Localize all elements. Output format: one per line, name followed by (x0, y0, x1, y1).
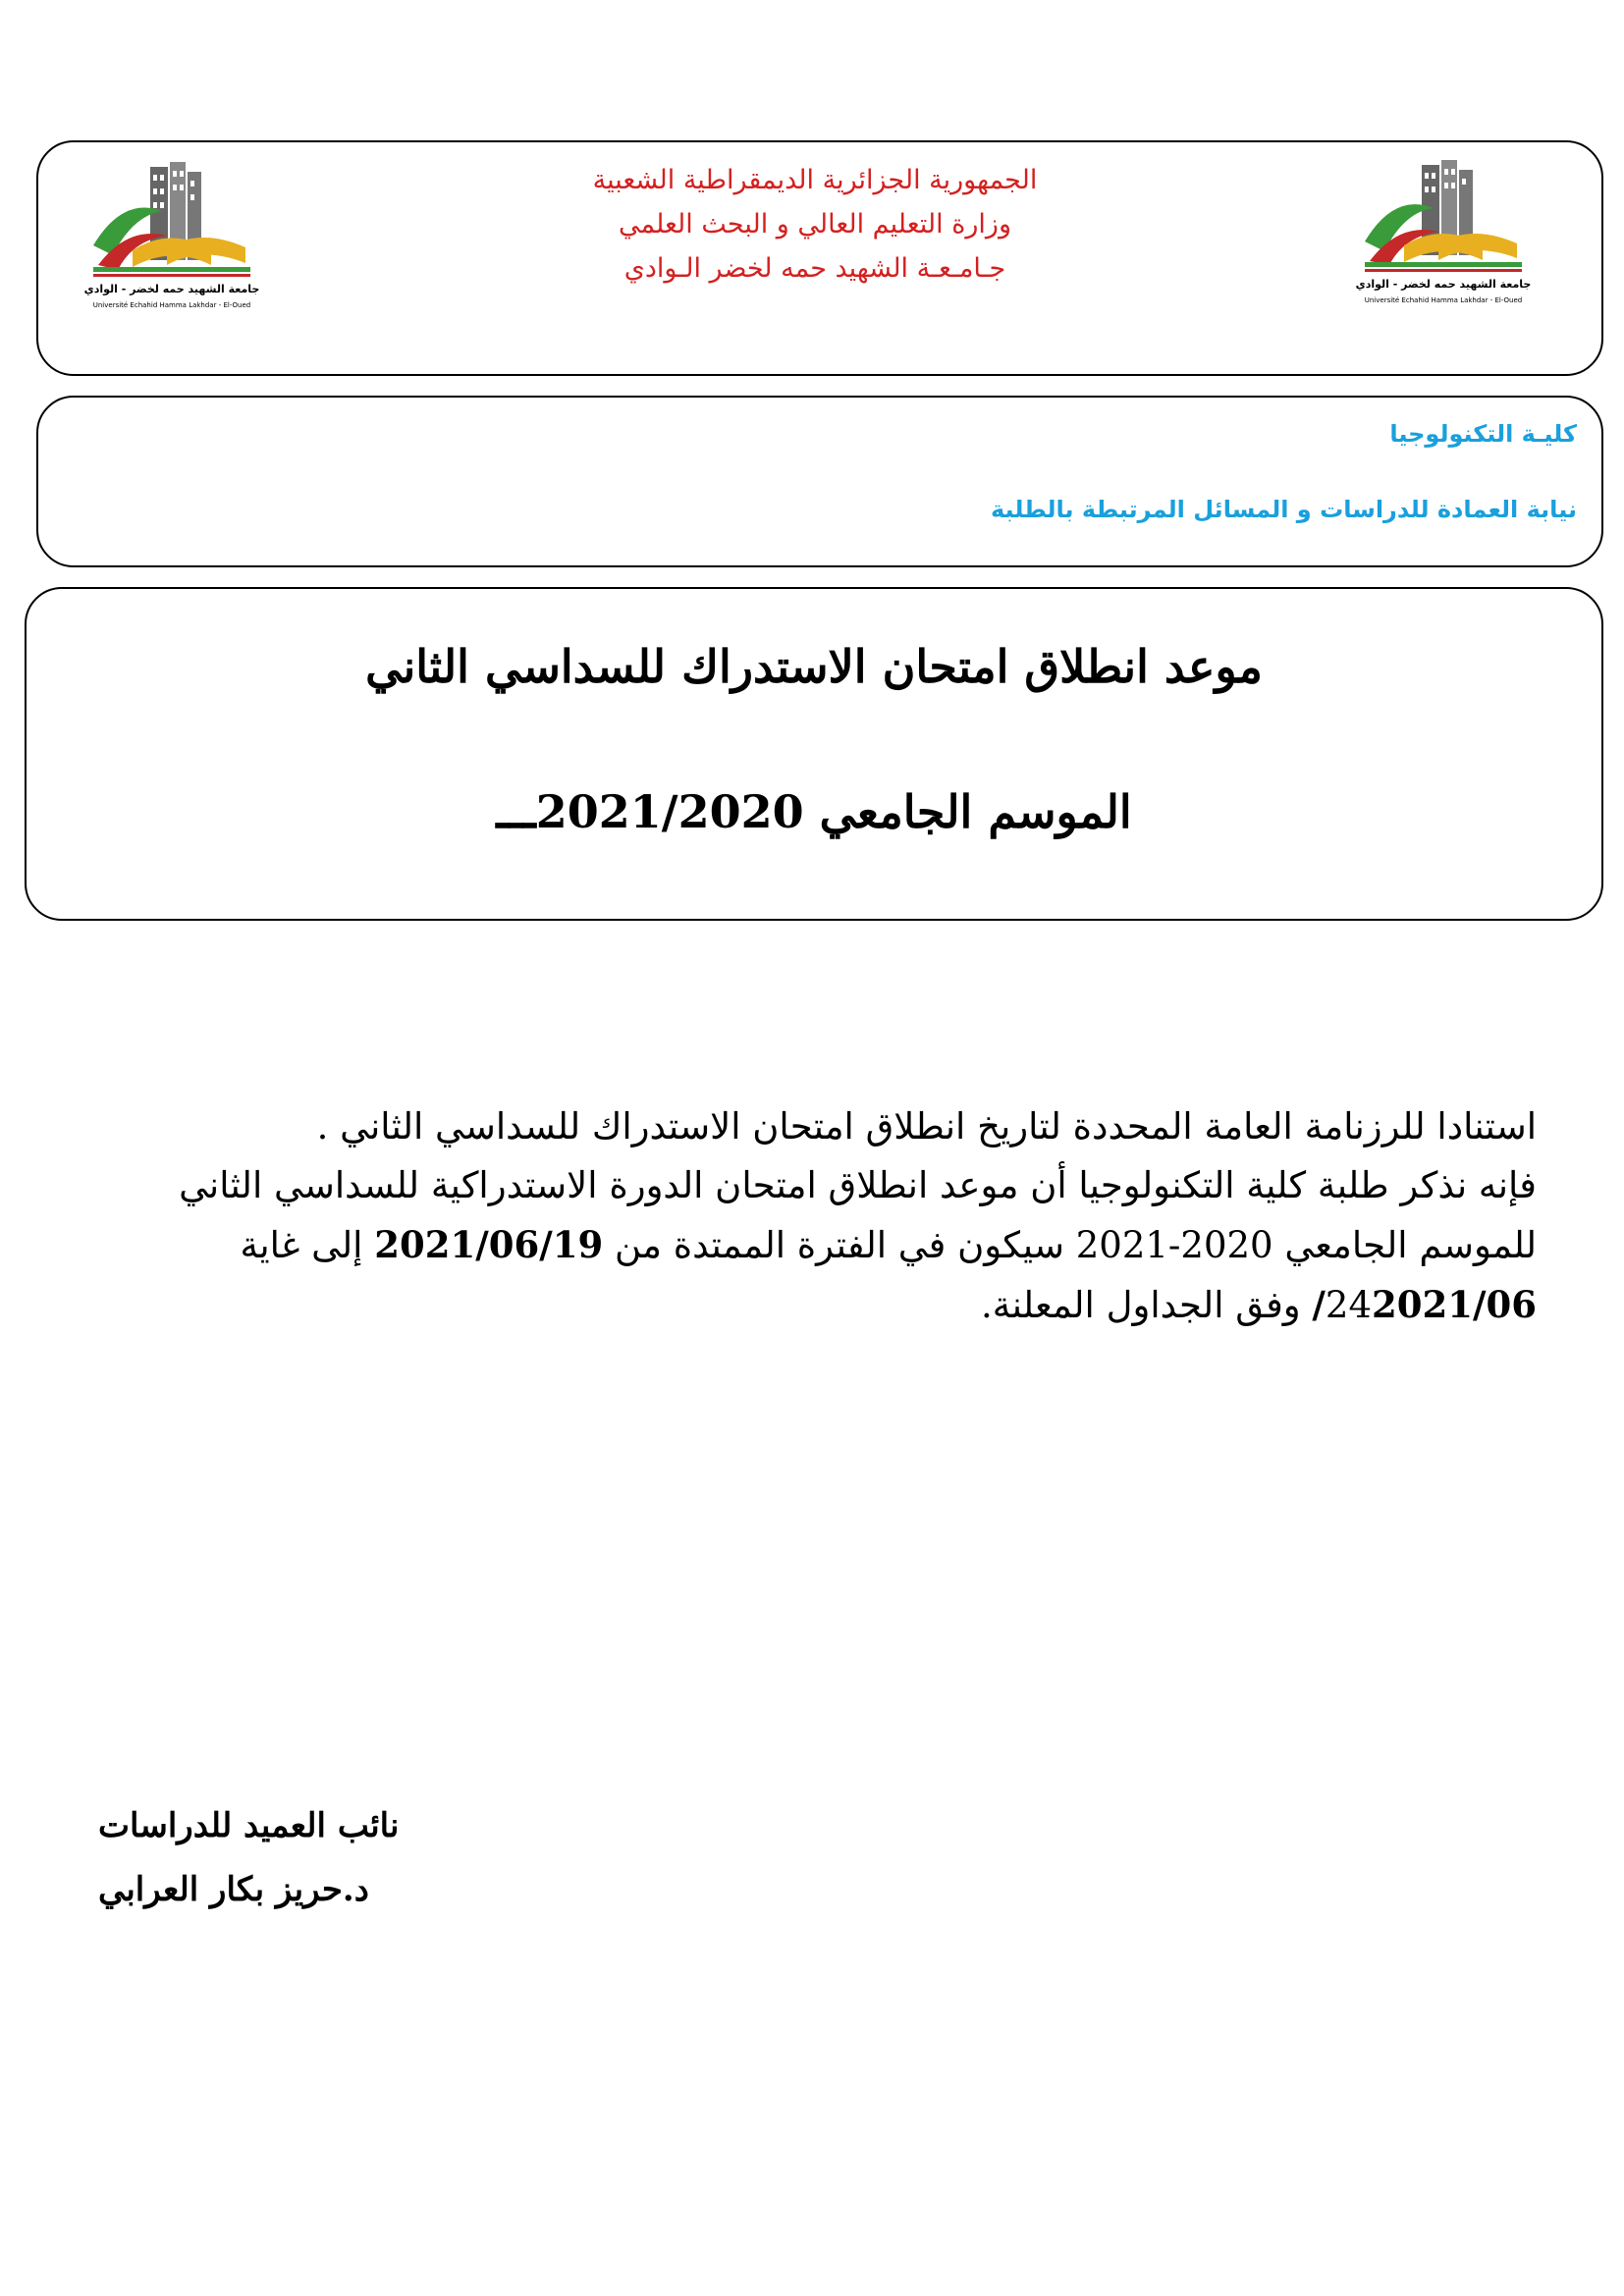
announcement-title: موعد انطلاق امتحان الاستدراك للسداسي الثاني (365, 640, 1263, 693)
logo-arabic-text: جامعة الشهيد حمه لخضر - الوادي (83, 283, 260, 295)
body-paragraph-1: استنادا للرزنامة العامة المحددة لتاريخ انطلاق امتحان الاستدراك للسداسي الثاني . (316, 1105, 1537, 1148)
logo-french-text: Université Echahid Hamma Lakhdar - El-Oued (92, 301, 251, 309)
body-paragraph-2 (118, 1156, 1537, 1335)
start-date: 2021/06/19 (374, 1223, 604, 1266)
university-logo-icon (1345, 157, 1542, 314)
faculty-box (36, 396, 1603, 567)
body-text-segment: فإنه نذكر طلبة كلية التكنولوجيا أن موعد انطلاق امتحان الدورة الاستدراكية للسداسي الثاني للموسم الجامعي 2020-2021 سيكون في الفترة الممتدة من (179, 1164, 1537, 1266)
body-text-segment: إلى غاية (240, 1224, 375, 1266)
university-logo-right (1345, 157, 1542, 314)
academic-year-title (25, 785, 1603, 838)
signature-name: د.حريز بكار العرابي (98, 1870, 369, 1909)
announcement-body (118, 1097, 1537, 1335)
header-ministry-line: وزارة التعليم العالي و البحث العلمي (618, 209, 1011, 240)
logo-arabic-text: جامعة الشهيد حمه لخضر - الوادي (1355, 278, 1532, 291)
end-date-day: 24 (1325, 1284, 1373, 1326)
logo-french-text: Université Echahid Hamma Lakhdar - El-Oued (1364, 296, 1523, 304)
faculty-name: كليـة التكنولوجيا (1389, 420, 1577, 448)
university-logo-left (74, 157, 270, 319)
end-date: 2021/06/ (1312, 1283, 1537, 1326)
signature-title: نائب العميد للدراسات (98, 1806, 400, 1845)
university-logo-icon (74, 157, 270, 319)
body-text-segment: وفق الجداول المعلنة. (981, 1284, 1313, 1326)
header-republic-line: الجمهورية الجزائرية الديمقراطية الشعبية (592, 165, 1038, 195)
vice-deanship-name: نيابة العمادة للدراسات و المسائل المرتبطة بالطلبة (990, 496, 1577, 523)
title-dash: ـــ (496, 785, 536, 838)
academic-year-text: الموسم الجامعي 2021/2020 (535, 785, 1132, 838)
header-university-line: جـامـعـة الشهيد حمه لخضر الـوادي (623, 253, 1006, 284)
title-box (25, 587, 1603, 921)
